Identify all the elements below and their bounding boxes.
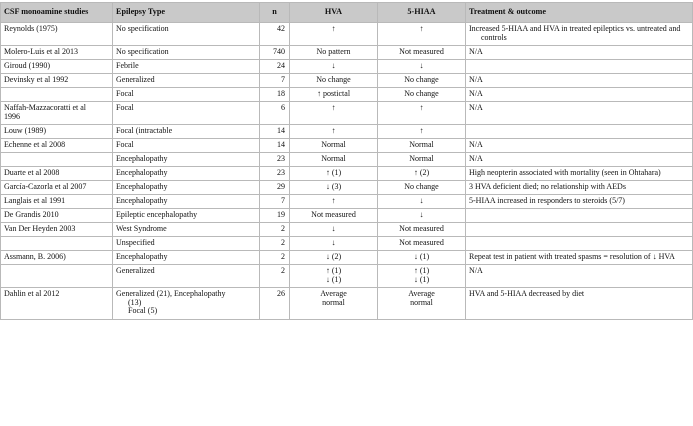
epilepsy-text-cont2: Focal (5) [128,306,158,315]
cell-treatment [466,125,693,139]
cell-n: 19 [260,209,290,223]
treatment-text-cont: controls [481,32,507,42]
cell-treatment [466,60,693,74]
cell-study: Giroud (1990) [1,60,113,74]
cell-epilepsy-type: Encephalopathy [113,181,260,195]
epilepsy-text-cont: (13) [128,297,142,307]
cell-5hiaa: ↑ (1) ↓ (1) [378,265,466,288]
cell-5hiaa: Not measured [378,237,466,251]
cell-hva: ↑ postictal [290,88,378,102]
cell-hva: ↑ [290,23,378,46]
table-row [1,181,693,195]
table-row [1,74,693,88]
header-treatment-outcome: Treatment & outcome [466,3,693,23]
cell-study: Louw (1989) [1,125,113,139]
cell-hva: Average normal [290,288,378,320]
cell-study [1,265,113,288]
cell-hva: ↓ [290,237,378,251]
cell-study: Echenne et al 2008 [1,139,113,153]
cell-n: 24 [260,60,290,74]
cell-treatment: N/A [466,88,693,102]
table-row [1,195,693,209]
cell-treatment [466,209,693,223]
cell-epilepsy-type: Unspecified [113,237,260,251]
cell-5hiaa: ↓ [378,60,466,74]
cell-5hiaa: ↓ (1) [378,251,466,265]
cell-epilepsy-type: Focal [113,102,260,125]
cell-epilepsy-type: No specification [113,23,260,46]
cell-epilepsy-type: Focal (intractable [113,125,260,139]
cell-epilepsy-type: Generalized [113,265,260,288]
cell-treatment [466,23,693,46]
cell-treatment [466,237,693,251]
cell-n: 23 [260,167,290,181]
cell-study: Assmann, B. 2006) [1,251,113,265]
cell-5hiaa: ↑ [378,102,466,125]
table-row [1,153,693,167]
cell-hva: No change [290,74,378,88]
table-row [1,209,693,223]
table-row [1,46,693,60]
cell-n: 14 [260,139,290,153]
cell-n: 18 [260,88,290,102]
cell-5hiaa: No change [378,88,466,102]
cell-treatment: High neopterin associated with mortality (seen in Ohtahara) [466,167,693,181]
cell-5hiaa: Not measured [378,46,466,60]
cell-epilepsy-type: Focal [113,88,260,102]
cell-epilepsy-type: Encephalopathy [113,251,260,265]
cell-5hiaa: ↓ [378,209,466,223]
cell-epilepsy-type: Focal [113,139,260,153]
cell-epilepsy-type: Encephalopathy [113,167,260,181]
cell-5hiaa: ↑ [378,23,466,46]
cell-treatment: N/A [466,153,693,167]
epilepsy-text: Generalized (21), Encephalopathy [116,289,226,298]
cell-hva: Not measured [290,209,378,223]
study-text-cont: 1996 [4,111,20,121]
cell-study: Dahlin et al 2012 [1,288,113,320]
header-row [1,3,693,23]
cell-hva: ↑ (1) [290,167,378,181]
cell-5hiaa: ↑ [378,125,466,139]
cell-study: Duarte et al 2008 [1,167,113,181]
cell-study: García-Cazorla et al 2007 [1,181,113,195]
cell-treatment: Repeat test in patient with treated spasms = resolution of ↓ HVA [466,251,693,265]
cell-hva: ↓ (2) [290,251,378,265]
cell-hva: ↓ [290,223,378,237]
table-row [1,125,693,139]
cell-study: Reynolds (1975) [1,23,113,46]
cell-hva: ↓ [290,60,378,74]
cell-hva: ↑ [290,125,378,139]
cell-n: 7 [260,195,290,209]
cell-study [1,237,113,251]
cell-5hiaa: Average normal [378,288,466,320]
cell-treatment: N/A [466,74,693,88]
cell-n: 7 [260,74,290,88]
table-row [1,288,693,320]
cell-hva: ↑ [290,195,378,209]
monoamine-studies-table [0,2,693,320]
cell-treatment: 3 HVA deficient died; no relationship with AEDs [466,181,693,195]
cell-hva: Normal [290,153,378,167]
cell-n: 42 [260,23,290,46]
table-row [1,102,693,125]
cell-study: Van Der Heyden 2003 [1,223,113,237]
cell-treatment: N/A [466,139,693,153]
cell-n: 26 [260,288,290,320]
cell-study [1,102,113,125]
table-row [1,139,693,153]
cell-epilepsy-type: West Syndrome [113,223,260,237]
cell-epilepsy-type: Generalized [113,74,260,88]
cell-treatment: N/A [466,102,693,125]
table-row [1,265,693,288]
header-5hiaa: 5-HIAA [378,3,466,23]
cell-n: 6 [260,102,290,125]
cell-hva: ↓ (3) [290,181,378,195]
table-row [1,237,693,251]
cell-n: 740 [260,46,290,60]
cell-5hiaa: ↓ [378,195,466,209]
cell-n: 29 [260,181,290,195]
cell-n: 14 [260,125,290,139]
cell-hva: No pattern [290,46,378,60]
cell-n: 23 [260,153,290,167]
cell-study [1,88,113,102]
header-study: CSF monoamine studies [1,3,113,23]
header-n: n [260,3,290,23]
treatment-text: Increased 5-HIAA and HVA in treated epileptics vs. untreated and [469,24,681,33]
table-row [1,23,693,46]
cell-treatment: N/A [466,265,693,288]
cell-study: Devinsky et al 1992 [1,74,113,88]
table-row [1,60,693,74]
cell-n: 2 [260,223,290,237]
cell-treatment: HVA and 5-HIAA decreased by diet [466,288,693,320]
cell-hva: ↑ (1) ↓ (1) [290,265,378,288]
cell-5hiaa: Not measured [378,223,466,237]
cell-5hiaa: Normal [378,139,466,153]
cell-epilepsy-type: Encephalopathy [113,153,260,167]
cell-n: 2 [260,265,290,288]
table-row [1,167,693,181]
cell-n: 2 [260,237,290,251]
study-text: Naffah-Mazzacoratti et al [4,103,87,112]
cell-study: Langlais et al 1991 [1,195,113,209]
cell-5hiaa: Normal [378,153,466,167]
cell-5hiaa: ↑ (2) [378,167,466,181]
header-hva: HVA [290,3,378,23]
cell-hva: ↑ [290,102,378,125]
cell-epilepsy-type: No specification [113,46,260,60]
cell-5hiaa: No change [378,74,466,88]
cell-study [1,153,113,167]
cell-epilepsy-type: Encephalopathy [113,195,260,209]
table-row [1,251,693,265]
cell-study: Molero-Luis et al 2013 [1,46,113,60]
cell-hva: Normal [290,139,378,153]
table-row [1,88,693,102]
cell-5hiaa: No change [378,181,466,195]
table-row [1,223,693,237]
cell-epilepsy-type: Febrile [113,60,260,74]
cell-treatment: N/A [466,46,693,60]
cell-treatment [466,223,693,237]
cell-treatment: 5-HIAA increased in responders to steroids (5/7) [466,195,693,209]
cell-n: 2 [260,251,290,265]
cell-epilepsy-type [113,288,260,320]
cell-study: De Grandis 2010 [1,209,113,223]
cell-epilepsy-type: Epileptic encephalopathy [113,209,260,223]
header-epilepsy-type: Epilepsy Type [113,3,260,23]
